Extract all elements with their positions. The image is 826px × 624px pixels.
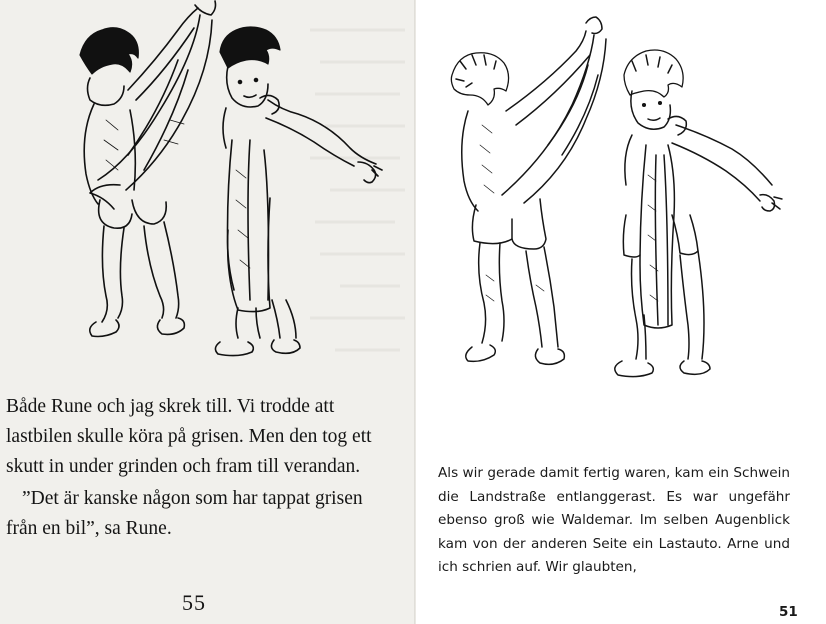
left-page-text — [6, 392, 396, 544]
right-page-number: 51 — [779, 604, 798, 620]
illustration-boys-with-towel-right — [446, 15, 816, 400]
illustration-boys-with-towel-left — [60, 0, 400, 365]
left-page-number: 55 — [182, 590, 206, 615]
right-book-page — [416, 0, 826, 624]
right-page-text: Als wir gerade damit fertig waren, kam ein Schwein die Landstraße entlanggerast. Es war ungefähr ebenso groß wie Waldemar. Im selben Augenblick kam von der anderen Seite ein Lastauto. Arne und ich schrien auf. Wir glaubten, — [438, 465, 790, 575]
left-paragraph-2: ”Det är kanske någon som har tappat grisen från en bil”, sa Rune. — [6, 488, 363, 539]
left-paragraph-1: Både Rune och jag skrek till. Vi trodde att lastbilen skulle köra på grisen. Men den tog ett skutt in under grinden och fram till verandan. — [6, 396, 372, 477]
